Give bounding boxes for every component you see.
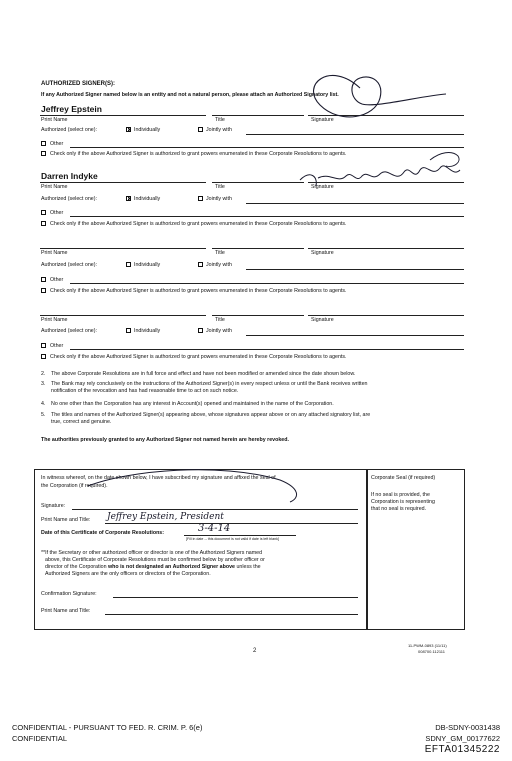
- other-label: Other: [50, 343, 64, 349]
- item-number: 2.: [41, 371, 46, 377]
- agents-label: Check only if the above Authorized Signer is authorized to grant powers enumerated in these Corporate Resolutions to agents.: [50, 354, 347, 360]
- date-value[interactable]: 3-4-14: [198, 523, 231, 534]
- item-text: The titles and names of the Authorized Signer(s) appearing above, whose signatures appear above or on any attached signatory list, are: [51, 412, 371, 418]
- title-label: Title: [215, 184, 225, 190]
- other-label: Other: [50, 277, 64, 283]
- item-number: 4.: [41, 401, 46, 407]
- other-label: Other: [50, 141, 64, 147]
- title-label: Title: [215, 250, 225, 256]
- note-text: director of the Corporation who is not designated an Authorized Signer above unless the: [45, 564, 261, 570]
- authorized-label: Authorized (select one):: [41, 262, 97, 268]
- signature-label: Signature: [311, 317, 334, 323]
- print-name-title-label: Print Name and Title:: [41, 517, 91, 523]
- individually-label: Individually: [134, 262, 161, 268]
- individually-label: Individually: [134, 328, 161, 334]
- individually-label: Individually: [134, 196, 161, 202]
- item-number: 3.: [41, 381, 46, 387]
- agents-label: Check only if the above Authorized Signer is authorized to grant powers enumerated in these Corporate Resolutions to agents.: [50, 288, 347, 294]
- intro-text: If any Authorized Signer named below is an entity and not a natural person, please attach an Authorized Signatory list.: [41, 92, 339, 98]
- revocation-statement: The authorities previously granted to any Authorized Signer not named herein are hereby revoked.: [41, 437, 289, 443]
- signature-label: Signature: [311, 184, 334, 190]
- confirmation-signature-label: Confirmation Signature:: [41, 591, 97, 597]
- print-name-label: Print Name: [41, 117, 68, 123]
- item-text: The Bank may rely conclusively on the instructions of the Authorized Signer(s) in every respect unless or until the Bank receives written: [51, 381, 368, 387]
- footer-confidential-line: CONFIDENTIAL - PURSUANT TO FED. R. CRIM. P. 6(e): [12, 723, 203, 732]
- footer-efta-number: EFTA01345222: [424, 744, 500, 755]
- agents-label: Check only if the above Authorized Signer is authorized to grant powers enumerated in these Corporate Resolutions to agents.: [50, 221, 347, 227]
- seal-title: Corporate Seal (if required): [371, 475, 436, 481]
- jointly-label: Jointly with: [206, 196, 232, 202]
- footer-confidential: CONFIDENTIAL: [12, 734, 68, 743]
- witness-text: the Corporation (if required).: [41, 483, 108, 489]
- item-text: The above Corporate Resolutions are in full force and effect and have not been modified or amended since the date shown below.: [51, 371, 356, 377]
- signer-name: Jeffrey Epstein: [41, 104, 102, 114]
- jointly-label: Jointly with: [206, 328, 232, 334]
- seal-text: If no seal is provided, the: [371, 492, 430, 498]
- item-text: No one other than the Corporation has any interest in Account(s) opened and maintained in the name of the Corporation.: [51, 401, 334, 407]
- signature-loop: [314, 76, 446, 117]
- witness-arc: [88, 470, 297, 502]
- signer-name: Darren Indyke: [41, 171, 98, 181]
- title-label: Title: [215, 117, 225, 123]
- note-text: **If the Secretary or other authorized officer or director is one of the Authorized Signers named: [41, 550, 263, 556]
- footer-bates-sdny: SDNY_GM_00177622: [425, 734, 500, 743]
- darren-signature: [300, 166, 460, 186]
- seal-text: that no seal is required.: [371, 506, 427, 512]
- date-note: [Fill in date -- this document is not valid if date is left blank]: [186, 537, 279, 541]
- individually-label: Individually: [134, 127, 161, 133]
- signature-label: Signature: [311, 117, 334, 123]
- print-name-label: Print Name: [41, 184, 68, 190]
- other-label: Other: [50, 210, 64, 216]
- note-text: above, this Certificate of Corporate Resolutions must be confirmed below by another officer or: [45, 557, 265, 563]
- print-name-label: Print Name: [41, 250, 68, 256]
- item-text: notification of the revocation and has had reasonable time to act on such notice.: [51, 388, 239, 394]
- form-code: 11-PWM-0893 (11/11): [408, 643, 447, 648]
- note-text: Authorized Signers are the only officers or directors of the Corporation.: [45, 571, 211, 577]
- date-label: Date of this Certificate of Corporate Resolutions:: [41, 530, 165, 536]
- signature-label: Signature:: [41, 503, 66, 509]
- jointly-label: Jointly with: [206, 127, 232, 133]
- signature-label: Signature: [311, 250, 334, 256]
- authorized-label: Authorized (select one):: [41, 328, 97, 334]
- authorized-label: Authorized (select one):: [41, 196, 97, 202]
- agents-label: Check only if the above Authorized Signer is authorized to grant powers enumerated in these Corporate Resolutions to agents.: [50, 151, 347, 157]
- seal-text: Corporation is representing: [371, 499, 435, 505]
- witness-text: In witness whereof, on the date shown below, I have subscribed my signature and affixed the seal of: [41, 475, 276, 481]
- item-number: 5.: [41, 412, 46, 418]
- form-code: 008700.112111: [418, 649, 445, 654]
- print-name-title-value[interactable]: Jeffrey Epstein, President: [107, 512, 224, 522]
- section-heading: AUTHORIZED SIGNER(S):: [41, 81, 115, 87]
- footer-bates-db: DB-SDNY-0031438: [435, 723, 500, 732]
- authorized-label: Authorized (select one):: [41, 127, 97, 133]
- item-text: true, correct and genuine.: [51, 419, 112, 425]
- title-label: Title: [215, 317, 225, 323]
- agents-scribble: [430, 153, 459, 167]
- print-name-label: Print Name: [41, 317, 68, 323]
- print-name-title-label: Print Name and Title:: [41, 608, 91, 614]
- jointly-label: Jointly with: [206, 262, 232, 268]
- page-number: 2: [253, 648, 257, 654]
